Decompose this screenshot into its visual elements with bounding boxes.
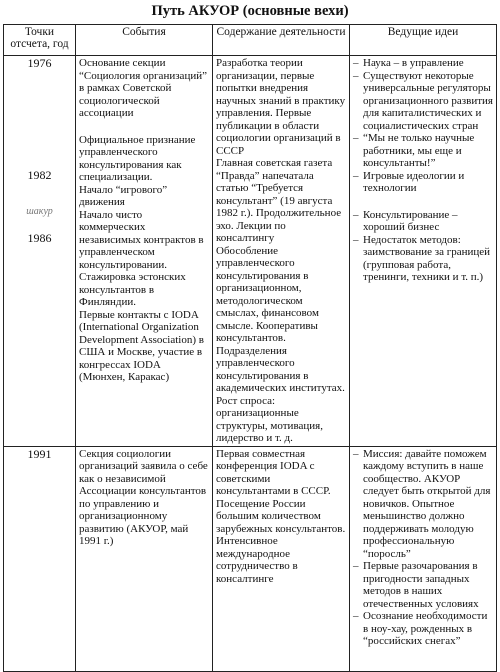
idea-item: – Существуют некоторые универсальные регуляторы организационного развития для капиталистических и социалистических стран <box>353 70 493 133</box>
event-text: Основание секции “Социология организаций” в рамках Советской социологической ассоциации <box>79 57 207 119</box>
content-text: Обособление управленческого консультирования в организационном, методологическом смыслах, финансовом смысле. Кооперативы консультантов. Подразделения управленческого консультирования в академических институтах. Рост спроса: организационные структуры, мотивация, лидерство и т. д. <box>216 244 345 444</box>
events-cell <box>76 56 213 447</box>
header-events: События <box>76 25 213 56</box>
ideas-list <box>353 57 493 284</box>
milestones-table <box>3 24 497 672</box>
idea-item: – Миссия: давайте поможем каждому вступить в наше сообщество. АКУОР следует быть открытой для новичков. Опытное меньшинство должно поддерживать молодую профессиональную “поросль” <box>353 448 493 561</box>
event-text: Начало “игрового” движения <box>79 183 168 208</box>
ideas-list <box>353 448 493 648</box>
year-1976: 1976 <box>27 56 52 70</box>
table-header-row <box>4 25 497 56</box>
table-row <box>4 446 497 671</box>
year-cell <box>4 56 76 447</box>
idea-item: – Недостаток методов: заимствование за границей (групповая работа, тренинги, техники и т. п.) <box>353 234 493 284</box>
content-cell <box>213 446 350 671</box>
idea-item: – Наука – в управление <box>353 57 493 70</box>
ideas-cell <box>350 446 497 671</box>
idea-item: – Первые разочарования в пригодности западных методов в наших отечественных условиях <box>353 560 493 610</box>
event-text: Секция социологии организаций заявила о себе как о независимой Ассоциации консультантов по управлению и организационному развитию (АКУОР, май 1991 г.) <box>79 447 208 547</box>
idea-item: – Игровые идеологии и технологии <box>353 170 493 195</box>
header-ideas: Ведущие идеи <box>350 25 497 56</box>
smudge-text: шакур <box>26 206 53 217</box>
content-text: Первая совместная конференция IODA с советскими консультантами в СССР. Посещение России большим количеством зарубежных консультантов. Интенсивное международное сотрудничество в консалтинге <box>216 447 346 585</box>
event-text: Первые контакты с IODA (International Organization Development Association) в США и Москве, участие в конгрессах IODA (Мюнхен, Каракас) <box>79 308 204 383</box>
year-1982: 1982 <box>27 167 52 182</box>
idea-item: – Консультирование – хороший бизнес <box>353 209 493 234</box>
header-content: Содержание деятельности <box>213 25 350 56</box>
event-text: Стажировка эстонских консультантов в Финляндии. <box>79 271 186 308</box>
content-cell <box>213 56 350 447</box>
idea-item: – Осознание необходимости в ноу-хау, рожденных в “российских снегах” <box>353 610 493 648</box>
table-row <box>4 56 497 447</box>
idea-item: – “Мы не только научные работники, мы еще и консультанты!” <box>353 132 493 170</box>
ideas-cell <box>350 56 497 447</box>
year-cell <box>4 446 76 671</box>
page-title: Путь АКУОР (основные вехи) <box>151 3 349 19</box>
content-text: Разработка теории организации, первые попытки внедрения научных знаний в практику управления. Первые публикации в области социологии организаций в СССР <box>216 57 346 157</box>
event-text: Начало чисто коммерческих независимых контрактов в управленческом консультировании. <box>79 208 204 271</box>
event-text: Официальное признание управленческого консультирования как специализации. <box>79 133 196 183</box>
events-cell <box>76 446 213 671</box>
header-year: Точки отсчета, год <box>4 25 76 56</box>
year-1991: 1991 <box>27 446 52 461</box>
content-text: Главная советская газета “Правда” напечатала статью “Требуется консультант” (19 августа 1982 г.). Продолжительное эхо. Лекции по консалтингу <box>216 157 342 244</box>
year-1986: 1986 <box>27 230 52 245</box>
